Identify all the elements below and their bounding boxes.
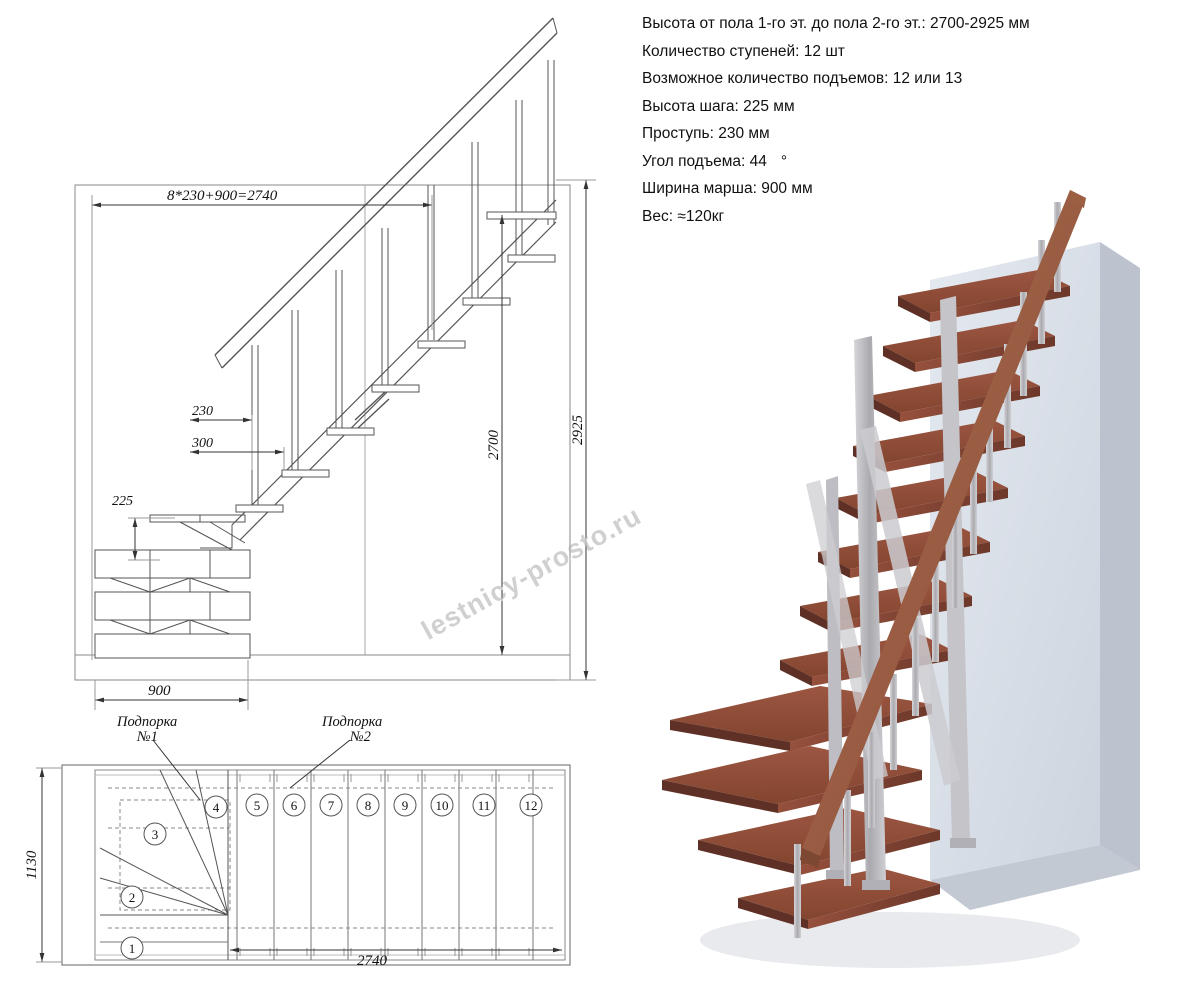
dim-width-900: 900 xyxy=(148,683,171,699)
dim-height-inner: 2700 xyxy=(486,430,502,460)
svg-text:3: 3 xyxy=(151,827,159,842)
plan-step-number-6 xyxy=(283,794,305,816)
dim-run-formula: 8*230+900=2740 xyxy=(167,188,278,204)
plan-step-number-3 xyxy=(144,823,166,845)
support-2-label: Подпорка xyxy=(322,714,383,730)
spec-line-step-count: Количество ступеней: 12 шт xyxy=(642,42,845,60)
spec-angle-text: Угол подъема: 44 xyxy=(642,152,767,170)
svg-text:10: 10 xyxy=(435,798,449,813)
support-2-number: №2 xyxy=(350,729,371,745)
dim-riser: 225 xyxy=(112,494,133,509)
dim-plan-length: 2740 xyxy=(357,953,387,969)
dim-height-outer: 2925 xyxy=(570,415,586,445)
plan-step-number-2 xyxy=(121,886,143,908)
watermark-text: lestnicy-prosto.ru xyxy=(416,500,647,646)
plan-step-number-11 xyxy=(473,794,495,816)
degree-symbol: ° xyxy=(780,152,788,170)
spec-line-rise-count: Возможное количество подъемов: 12 или 13 xyxy=(642,70,963,87)
plan-step-number-9 xyxy=(394,794,416,816)
svg-text:7: 7 xyxy=(327,798,335,813)
svg-text:1: 1 xyxy=(128,941,136,956)
plan-step-number-7 xyxy=(320,794,342,816)
dim-plan-width: 1130 xyxy=(24,850,40,880)
svg-text:2: 2 xyxy=(128,890,136,905)
svg-text:9: 9 xyxy=(401,798,409,813)
stair-3d-render xyxy=(640,180,1191,993)
spec-line-angle xyxy=(642,148,1182,176)
plan-step-numbers xyxy=(121,794,542,959)
plan-step-number-1 xyxy=(121,937,143,959)
spec-line-weight: Вес: ≈120кг xyxy=(642,207,725,225)
elevation-view xyxy=(0,0,642,730)
spec-line-total-height: Высота от пола 1-го эт. до пола 2-го эт.: 2700-2925 мм xyxy=(642,15,1030,32)
svg-text:8: 8 xyxy=(364,798,372,813)
plan-step-number-12 xyxy=(520,794,542,816)
svg-text:4: 4 xyxy=(212,800,220,815)
plan-view xyxy=(0,710,642,993)
spec-line-tread: Проступь: 230 мм xyxy=(642,125,770,142)
spec-line-step-height: Высота шага: 225 мм xyxy=(642,97,795,115)
svg-text:6: 6 xyxy=(290,798,298,813)
plan-step-number-5 xyxy=(246,794,268,816)
svg-text:12: 12 xyxy=(524,798,538,813)
support-1-label: Подпорка xyxy=(117,714,178,730)
plan-step-number-8 xyxy=(357,794,379,816)
support-1-number: №1 xyxy=(137,729,158,745)
plan-step-number-10 xyxy=(431,794,453,816)
svg-text:5: 5 xyxy=(253,798,261,813)
plan-step-number-4 xyxy=(205,796,227,818)
dim-tread: 230 xyxy=(192,404,213,419)
svg-text:11: 11 xyxy=(477,798,491,813)
dim-going: 300 xyxy=(192,436,213,451)
spec-line-march-width: Ширина марша: 900 мм xyxy=(642,180,813,197)
